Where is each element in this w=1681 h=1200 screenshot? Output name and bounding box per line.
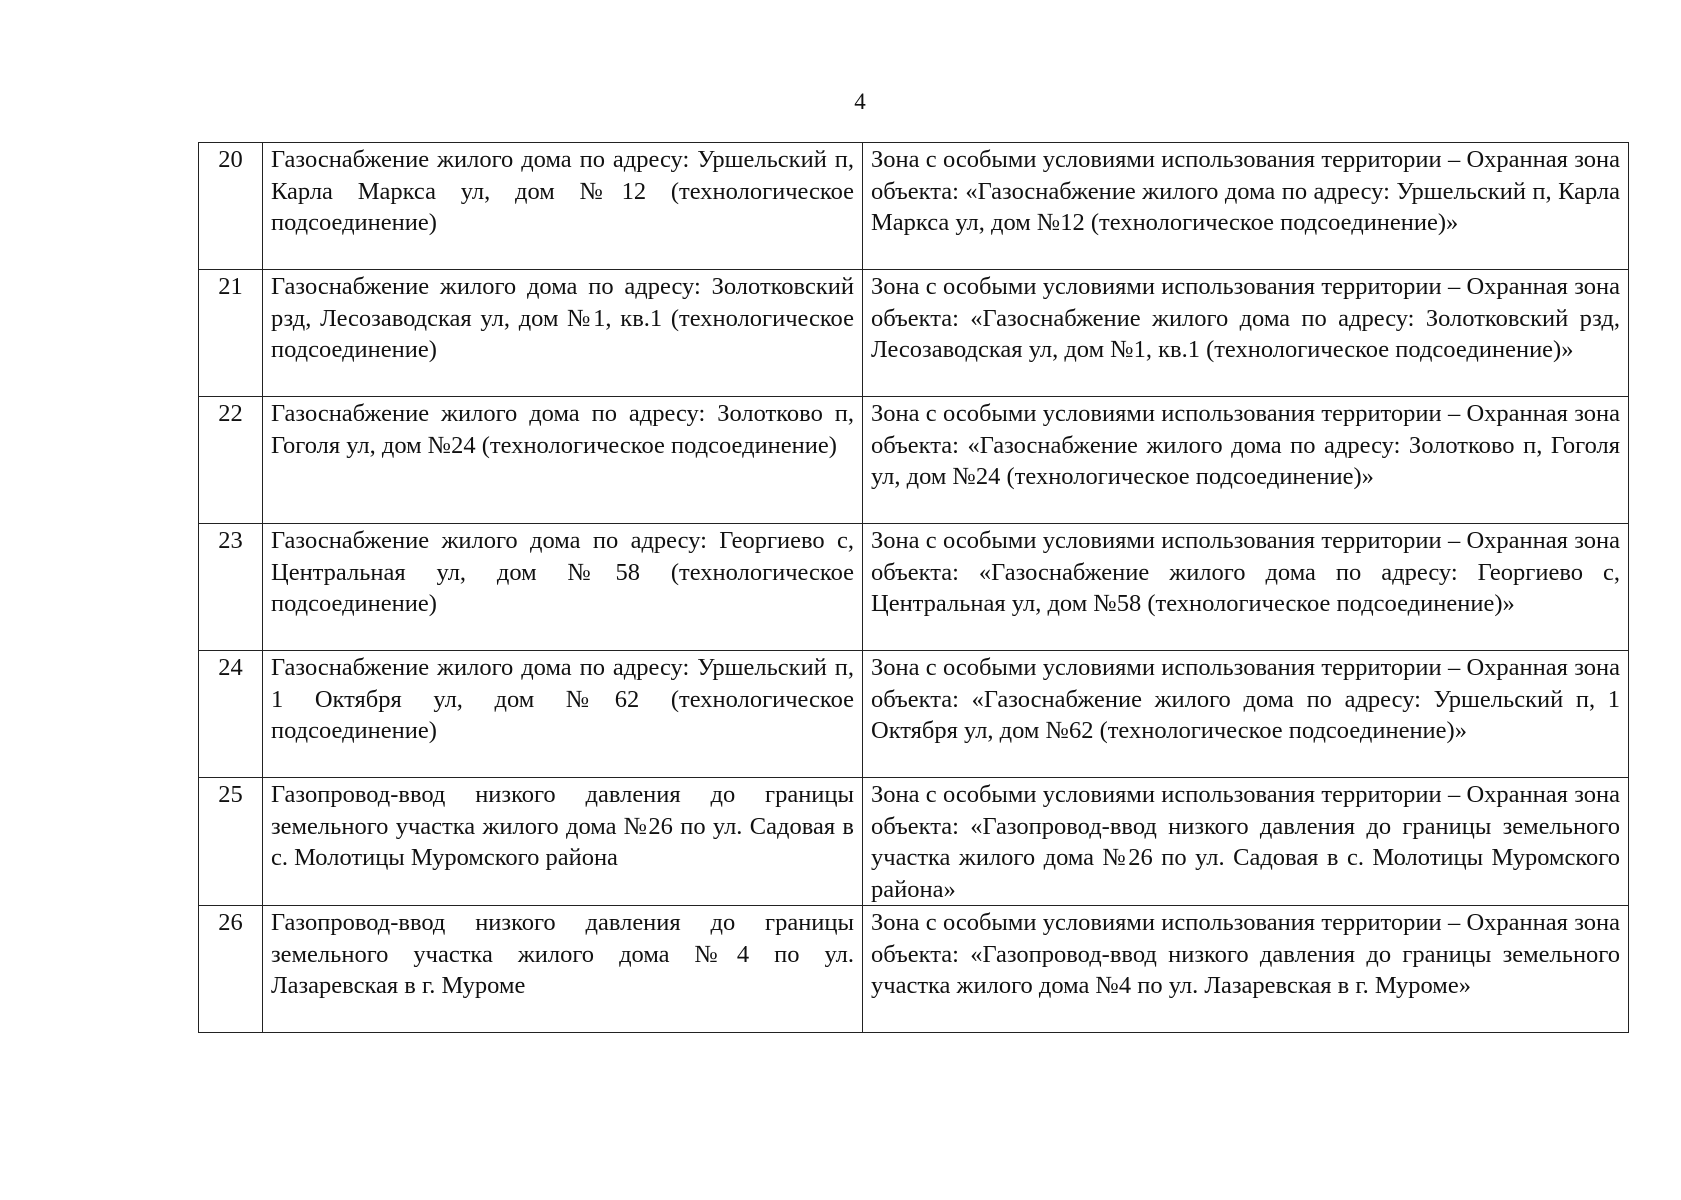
object-name: Газоснабжение жилого дома по адресу: Уршельский п, Карла Маркса ул, дом №12 (технологическое подсоединение) [263, 143, 863, 270]
object-name: Газоснабжение жилого дома по адресу: Уршельский п, 1 Октября ул, дом №62 (технологическое подсоединение) [263, 651, 863, 778]
zone-description: Зона с особыми условиями использования территории – Охранная зона объекта: «Газоснабжение жилого дома по адресу: Георгиево с, Центральная ул, дом №58 (технологическое подсоединение)» [863, 524, 1629, 651]
table-row [199, 906, 1629, 1033]
table-row [199, 397, 1629, 524]
zones-table-container [198, 142, 1628, 1033]
zones-table-body [199, 143, 1629, 1033]
row-number: 22 [199, 397, 263, 524]
page-number: 4 [854, 89, 866, 114]
object-name: Газоснабжение жилого дома по адресу: Георгиево с, Центральная ул, дом №58 (технологическое подсоединение) [263, 524, 863, 651]
object-name: Газопровод-ввод низкого давления до границы земельного участка жилого дома №4 по ул. Лазаревская в г. Муроме [263, 906, 863, 1033]
table-row [199, 524, 1629, 651]
object-name: Газопровод-ввод низкого давления до границы земельного участка жилого дома №26 по ул. Садовая в с. Молотицы Муромского района [263, 778, 863, 906]
table-row [199, 651, 1629, 778]
table-row [199, 270, 1629, 397]
row-number: 20 [199, 143, 263, 270]
row-number: 26 [199, 906, 263, 1033]
zones-table [198, 142, 1629, 1033]
object-name: Газоснабжение жилого дома по адресу: Золотковский рзд, Лесозаводская ул, дом №1, кв.1 (технологическое подсоединение) [263, 270, 863, 397]
row-number: 24 [199, 651, 263, 778]
zone-description: Зона с особыми условиями использования территории – Охранная зона объекта: «Газопровод-ввод низкого давления до границы земельного участка жилого дома №26 по ул. Садовая в с. Молотицы Муромского района» [863, 778, 1629, 906]
zone-description: Зона с особыми условиями использования территории – Охранная зона объекта: «Газоснабжение жилого дома по адресу: Уршельский п, 1 Октября ул, дом №62 (технологическое подсоединение)» [863, 651, 1629, 778]
zone-description: Зона с особыми условиями использования территории – Охранная зона объекта: «Газоснабжение жилого дома по адресу: Золотково п, Гоголя ул, дом №24 (технологическое подсоединение)» [863, 397, 1629, 524]
zone-description: Зона с особыми условиями использования территории – Охранная зона объекта: «Газопровод-ввод низкого давления до границы земельного участка жилого дома №4 по ул. Лазаревская в г. Муроме» [863, 906, 1629, 1033]
row-number: 23 [199, 524, 263, 651]
zone-description: Зона с особыми условиями использования территории – Охранная зона объекта: «Газоснабжение жилого дома по адресу: Золотковский рзд, Лесозаводская ул, дом №1, кв.1 (технологическое подсоединение)» [863, 270, 1629, 397]
table-row [199, 143, 1629, 270]
row-number: 21 [199, 270, 263, 397]
object-name: Газоснабжение жилого дома по адресу: Золотково п, Гоголя ул, дом №24 (технологическое подсоединение) [263, 397, 863, 524]
row-number: 25 [199, 778, 263, 906]
zone-description: Зона с особыми условиями использования территории – Охранная зона объекта: «Газоснабжение жилого дома по адресу: Уршельский п, Карла Маркса ул, дом №12 (технологическое подсоединение)» [863, 143, 1629, 270]
table-row [199, 778, 1629, 906]
